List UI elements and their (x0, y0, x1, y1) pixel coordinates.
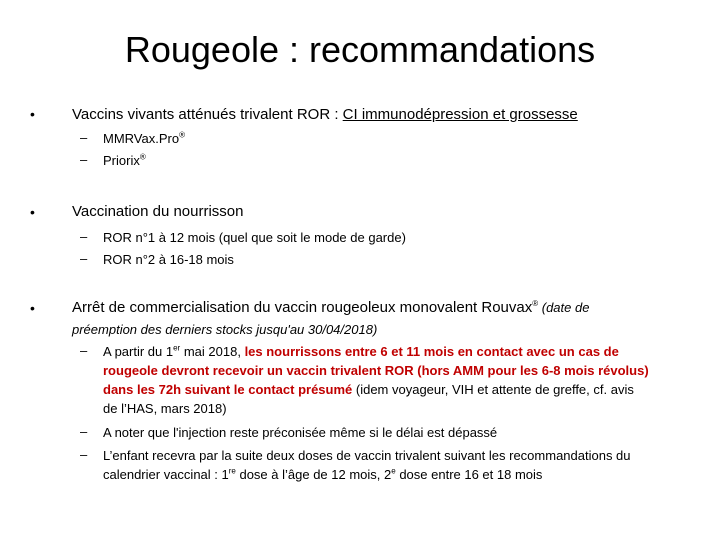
dash: – (80, 152, 88, 167)
highlight-red: dans les 72h suivant le contact présumé (103, 382, 353, 397)
sub-mmrvaxpro: MMRVax.Pro® (103, 130, 185, 146)
dash: – (80, 424, 88, 439)
dash: – (80, 229, 88, 244)
sub-ror-2: ROR n°2 à 16-18 mois (103, 252, 234, 267)
dash: – (80, 343, 88, 358)
bullet: • (30, 106, 35, 122)
sub-enfant-recevra: L’enfant recevra par la suite deux doses de vaccin trivalent suivant les recommandations du (103, 448, 631, 463)
slide-title: Rougeole : recommandations (124, 29, 596, 70)
sub-ror-1: ROR n°1 à 12 mois (quel que soit le mode de garde) (103, 230, 406, 245)
highlight-red: rougeole devront recevoir un vaccin trivalent ROR (hors AMM pour les 6-8 mois révolus) (103, 363, 649, 378)
sub1-line3: dans les 72h suivant le contact présumé (idem voyageur, VIH et attente de greffe, cf. avis (103, 382, 634, 397)
bullet-vaccination-nourrisson: Vaccination du nourrisson (72, 203, 244, 220)
ci-underlined-text: CI immunodépression et grossesse (342, 106, 578, 123)
preemption-note: préemption des derniers stocks jusqu'au 30/04/2018) (72, 322, 378, 337)
bullet: • (30, 300, 35, 316)
bullet-vaccins-vivants: Vaccins vivants atténués trivalent ROR : CI immunodépression et grossesse (72, 106, 578, 123)
bullet: • (30, 204, 35, 220)
highlight-red: les nourrissons entre 6 et 11 mois en contact avec un cas de (244, 344, 619, 359)
bullet-arret-commercialisation: Arrêt de commercialisation du vaccin rougeoleux monovalent Rouvax® (date de (72, 299, 590, 316)
sub-a-partir-du-1er-mai: A partir du 1er mai 2018, les nourrissons entre 6 et 11 mois en contact avec un cas de (103, 343, 619, 359)
sub3-line2: calendrier vaccinal : 1re dose à l’âge de 12 mois, 2e dose entre 16 et 18 mois (103, 466, 543, 482)
sub-a-noter: A noter que l'injection reste préconisée même si le délai est dépassé (103, 425, 498, 440)
dash: – (80, 130, 88, 145)
sub-priorix: Priorix® (103, 152, 146, 168)
sub1-line4: de l’HAS, mars 2018) (103, 401, 227, 416)
dash: – (80, 251, 88, 266)
dash: – (80, 447, 88, 462)
